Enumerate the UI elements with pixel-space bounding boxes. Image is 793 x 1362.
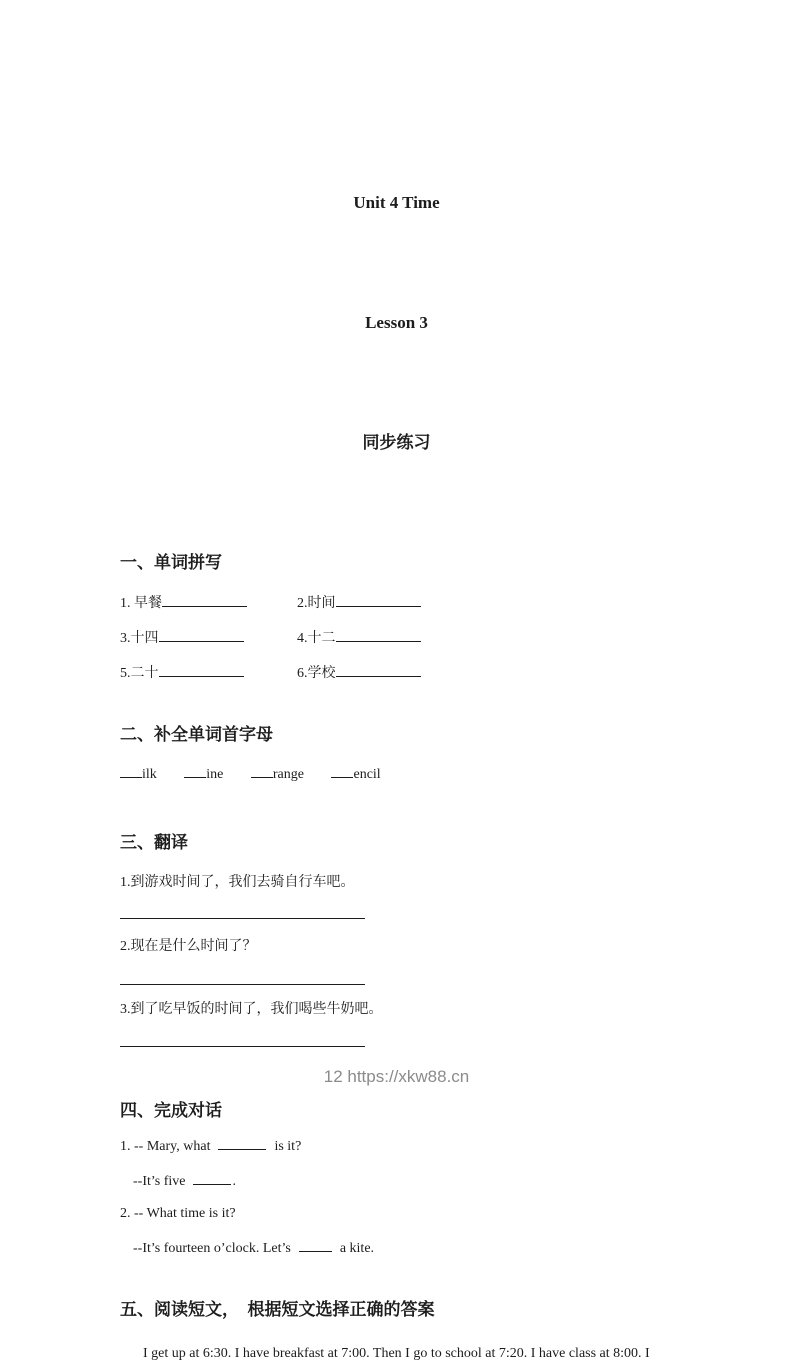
worksheet-subtitle: 同步练习 [362, 433, 431, 452]
word-item-label: 5.二十 [120, 666, 159, 681]
answer-blank [218, 1136, 266, 1150]
dialogue-text: a kite. [339, 1241, 375, 1256]
answer-blank [299, 1238, 332, 1252]
translation-question: 1.到游戏时间了，我们去骑自行车吧。 [120, 875, 355, 890]
dialogue-line [120, 1206, 703, 1222]
letter-item [184, 767, 223, 782]
lesson-title: Lesson 3 [365, 313, 428, 332]
translation-question: 2.现在是什么时间了？ [120, 939, 257, 954]
word-item-label: 3.十四 [120, 631, 159, 646]
answer-blank [159, 663, 244, 677]
word-item-label: 1. 早餐 [120, 596, 162, 611]
dialogue-text: --It’s five [133, 1174, 186, 1189]
section-word-spelling [120, 552, 703, 682]
letter-item [331, 767, 380, 782]
answer-blank [162, 593, 247, 607]
word-item [120, 593, 297, 612]
section3-heading: 三、翻译 [120, 833, 188, 852]
word-item [120, 628, 297, 647]
section1-heading: 一、单词拼写 [120, 553, 222, 572]
dialogue-line [120, 1171, 703, 1190]
worksheet-content [120, 552, 703, 1362]
section-translation [120, 832, 703, 1047]
word-item [297, 663, 703, 682]
dialogue-line [120, 1136, 703, 1155]
translation-question: 3.到了吃早饭的时间了，我们喝些牛奶吧。 [120, 1002, 383, 1017]
dialogue-line [120, 1238, 703, 1257]
section-first-letters [120, 724, 703, 783]
letter-item [120, 767, 157, 782]
dialogue-text: is it? [274, 1139, 302, 1154]
section-reading [120, 1299, 703, 1362]
word-item [120, 663, 297, 682]
word-item-label: 2.时间 [297, 596, 336, 611]
dialogue-text: --It’s fourteen o’clock. Let’s [133, 1241, 291, 1256]
answer-line [120, 918, 365, 919]
footer-text: 12 https://xkw88.cn [323, 1067, 470, 1086]
word-item [297, 628, 703, 647]
letter-item-suffix: range [272, 767, 304, 782]
word-item [297, 593, 703, 612]
answer-blank [336, 593, 421, 607]
first-letters-row [120, 764, 703, 783]
section5-heading: 五、阅读短文， 根据短文选择正确的答案 [120, 1300, 435, 1319]
answer-blank [336, 628, 421, 642]
page-footer [0, 1066, 793, 1088]
answer-blank [184, 764, 206, 778]
section4-heading: 四、完成对话 [120, 1101, 222, 1120]
answer-blank [251, 764, 273, 778]
section2-heading: 二、补全单词首字母 [120, 725, 273, 744]
answer-blank [336, 663, 421, 677]
answer-blank [159, 628, 244, 642]
answer-blank [120, 764, 142, 778]
word-item-label: 4.十二 [297, 631, 336, 646]
letter-item-suffix: encil [353, 767, 381, 782]
section-dialogue [120, 1100, 703, 1257]
letter-item-suffix: ine [206, 767, 224, 782]
answer-blank [193, 1171, 231, 1185]
word-spelling-grid [120, 593, 703, 682]
dialogue-text: . [232, 1174, 236, 1189]
answer-line [120, 984, 365, 985]
reading-passage: I get up at 6:30. I have breakfast at 7:00. Then I go to school at 7:20. I have class at 8:00. I [143, 1346, 650, 1361]
answer-blank [331, 764, 353, 778]
unit-title: Unit 4 Time [353, 193, 440, 212]
letter-item [251, 767, 304, 782]
word-item-label: 6.学校 [297, 666, 336, 681]
letter-item-suffix: ilk [142, 767, 157, 782]
title-block [0, 0, 793, 543]
answer-line [120, 1046, 365, 1047]
dialogue-text: 1. -- Mary, what [120, 1139, 211, 1154]
dialogue-text: 2. -- What time is it? [120, 1206, 236, 1221]
